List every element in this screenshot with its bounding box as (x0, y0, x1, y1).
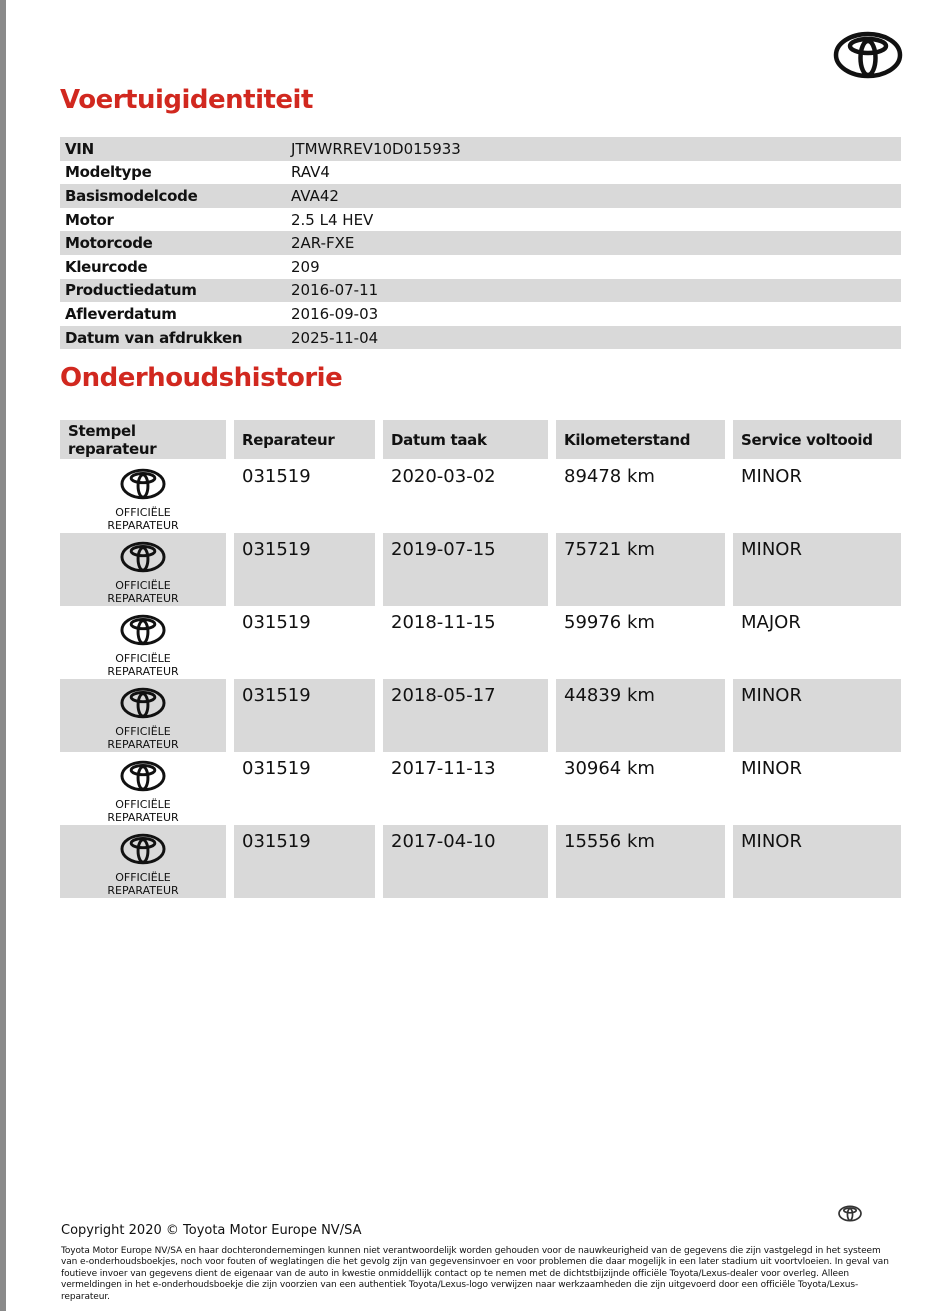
table-row (60, 533, 901, 606)
stamp-line1: OFFICIËLE (115, 579, 171, 592)
repairer-cell: 031519 (234, 679, 375, 752)
identity-label: Modeltype (65, 163, 152, 182)
copyright-text: Copyright 2020 © Toyota Motor Europe NV/SA (61, 1223, 362, 1238)
service-cell: MINOR (733, 533, 901, 606)
history-table-body (60, 460, 901, 898)
service-cell: MINOR (741, 466, 802, 487)
header-mileage: Kilometerstand (556, 420, 725, 459)
stamp-cell (60, 460, 226, 533)
stamp-line2: REPARATEUR (107, 592, 179, 605)
identity-value: 2AR-FXE (291, 234, 355, 253)
header-date: Datum taak (383, 420, 548, 459)
header-service: Service voltooid (733, 420, 901, 459)
stamp-line1: OFFICIËLE (115, 798, 171, 811)
identity-label: Basismodelcode (65, 186, 198, 205)
identity-row (60, 302, 901, 326)
stamp-cell (60, 825, 226, 898)
stamp-line1: OFFICIËLE (115, 871, 171, 884)
identity-label: Motorcode (65, 234, 153, 253)
stamp-line2: REPARATEUR (107, 884, 179, 897)
stamp-line2: REPARATEUR (107, 811, 179, 824)
identity-row (60, 231, 901, 255)
identity-label: VIN (65, 139, 94, 158)
identity-table (60, 137, 901, 349)
date-cell: 2020-03-02 (391, 466, 496, 487)
table-row (60, 825, 901, 898)
toyota-stamp-icon (120, 687, 166, 719)
date-cell: 2019-07-15 (383, 533, 548, 606)
identity-title: Voertuigidentiteit (60, 85, 313, 115)
toyota-stamp-icon (120, 541, 166, 573)
date-cell: 2018-05-17 (383, 679, 548, 752)
repairer-cell: 031519 (242, 466, 311, 487)
repairer-cell: 031519 (234, 533, 375, 606)
mileage-cell: 89478 km (564, 466, 655, 487)
stamp-label (107, 798, 178, 824)
mileage-cell: 44839 km (556, 679, 725, 752)
stamp-label (107, 506, 178, 532)
identity-value: 2016-07-11 (291, 281, 379, 300)
stamp-cell (60, 679, 226, 752)
repairer-cell: 031519 (242, 758, 311, 779)
service-cell: MINOR (741, 758, 802, 779)
identity-value: 209 (291, 257, 320, 276)
repairer-cell: 031519 (242, 612, 311, 633)
toyota-footer-logo-icon (838, 1205, 862, 1222)
service-cell: MINOR (733, 825, 901, 898)
toyota-stamp-icon (120, 614, 166, 646)
stamp-label (107, 652, 178, 678)
stamp-line1: OFFICIËLE (115, 652, 171, 665)
stamp-label (107, 579, 178, 605)
identity-row (60, 279, 901, 303)
identity-row (60, 255, 901, 279)
stamp-line2: REPARATEUR (107, 738, 179, 751)
stamp-cell (60, 752, 226, 825)
header-repairer: Reparateur (234, 420, 375, 459)
stamp-line2: REPARATEUR (107, 665, 179, 678)
stamp-label (107, 725, 178, 751)
stamp-label (107, 871, 178, 897)
identity-row (60, 161, 901, 185)
service-cell: MINOR (733, 679, 901, 752)
mileage-cell: 15556 km (556, 825, 725, 898)
identity-row (60, 137, 901, 161)
date-cell: 2017-11-13 (391, 758, 496, 779)
toyota-stamp-icon (120, 760, 166, 792)
identity-row (60, 184, 901, 208)
identity-label: Motor (65, 210, 114, 229)
service-cell: MAJOR (741, 612, 801, 633)
date-cell: 2017-04-10 (383, 825, 548, 898)
page-left-border (0, 0, 6, 1311)
mileage-cell: 30964 km (564, 758, 655, 779)
identity-label: Kleurcode (65, 257, 148, 276)
repairer-cell: 031519 (234, 825, 375, 898)
toyota-stamp-icon (120, 468, 166, 500)
toyota-stamp-icon (120, 833, 166, 865)
identity-row (60, 208, 901, 232)
history-title: Onderhoudshistorie (60, 363, 343, 393)
toyota-logo-icon (833, 31, 903, 79)
identity-row (60, 326, 901, 350)
stamp-line2: REPARATEUR (107, 519, 179, 532)
table-row (60, 752, 901, 825)
table-row (60, 606, 901, 679)
header-stamp: Stempel reparateur (60, 420, 226, 459)
history-table-header (60, 420, 901, 459)
identity-value: 2025-11-04 (291, 328, 379, 347)
table-row (60, 679, 901, 752)
stamp-line1: OFFICIËLE (115, 725, 171, 738)
identity-label: Productiedatum (65, 281, 197, 300)
identity-value: JTMWRREV10D015933 (291, 139, 461, 158)
date-cell: 2018-11-15 (391, 612, 496, 633)
mileage-cell: 59976 km (564, 612, 655, 633)
stamp-line1: OFFICIËLE (115, 506, 171, 519)
identity-label: Afleverdatum (65, 304, 177, 323)
stamp-cell (60, 606, 226, 679)
identity-value: AVA42 (291, 186, 339, 205)
identity-value: 2.5 L4 HEV (291, 210, 374, 229)
disclaimer-text: Toyota Motor Europe NV/SA en haar dochterondernemingen kunnen niet verantwoordelijk worden gehouden voor de nauwkeurigheid van de gegevens die zijn vastgelegd in het systeem van e-onderhoudsboekjes, noch voor fouten of weglatingen die het gevolg zijn van gegevensinvoer en voor problemen die daar mogelijk in een later stadium uit voortvloeien. In geval van foutieve invoer van gegevens dient de eigenaar van de auto in kwestie onmiddellijk contact op te nemen met de dichtstbijzijnde officiële Toyota/Lexus-dealer voor overleg. Alleen vermeldingen in het e-onderhoudsboekje die zijn voorzien van een authentiek Toyota/Lexus-logo verwijzen naar werkzaamheden die zijn uitgevoerd door een officiële Toyota/Lexus-reparateur. (61, 1246, 889, 1302)
identity-value: RAV4 (291, 163, 330, 182)
mileage-cell: 75721 km (556, 533, 725, 606)
identity-value: 2016-09-03 (291, 304, 379, 323)
identity-label: Datum van afdrukken (65, 328, 243, 347)
table-row (60, 460, 901, 533)
stamp-cell (60, 533, 226, 606)
